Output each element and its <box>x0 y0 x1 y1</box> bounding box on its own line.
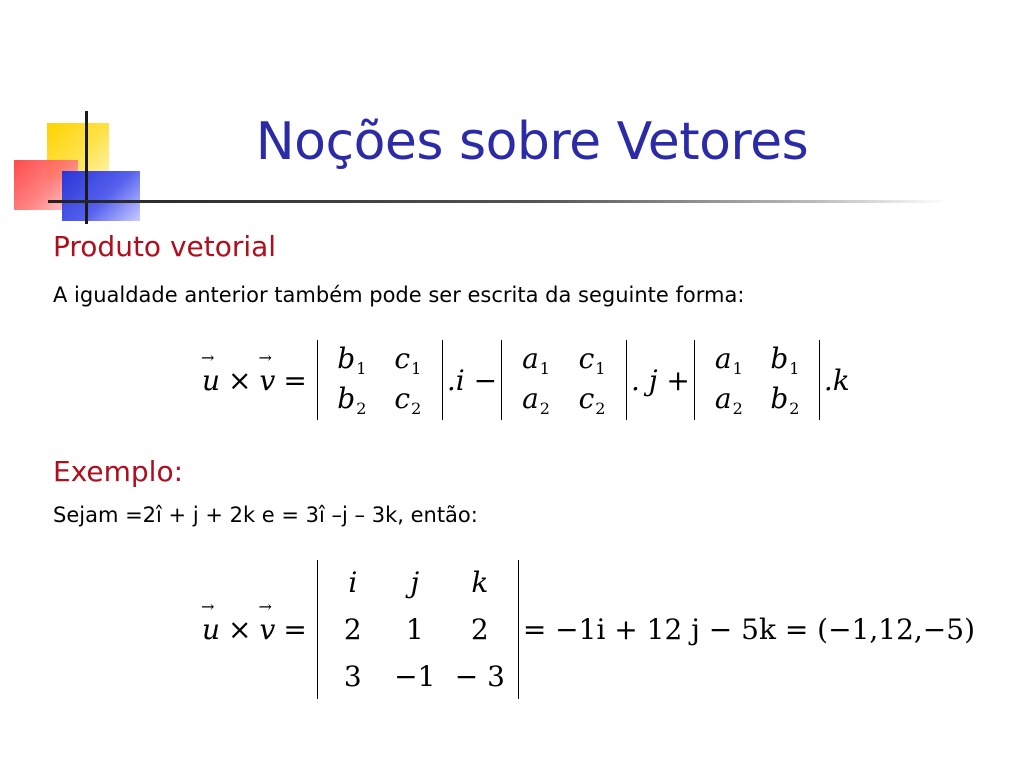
times-symbol: × <box>228 363 252 397</box>
matrix-cell-2-1: −1 <box>394 660 436 693</box>
determinant-i <box>317 340 443 420</box>
times-symbol: × <box>228 613 252 646</box>
det_i-cell-0-0: $b_1$ <box>337 342 367 378</box>
matrix-cell-0-2: k <box>471 566 489 599</box>
det_k-cell-0-0: $a_1$ <box>714 342 743 378</box>
matrix-cell-1-1: 1 <box>405 613 424 646</box>
det_i-cell-1-0: $b_2$ <box>337 382 367 418</box>
det_j-cell-1-0: $a_2$ <box>522 382 550 418</box>
formula1-lhs <box>200 347 313 397</box>
slide-title: Noções sobre Vetores <box>255 112 809 172</box>
det_k-cell-0-1: $b_1$ <box>770 342 800 378</box>
det_j-cell-1-1: $c_2$ <box>578 382 606 418</box>
term-i: .i − <box>446 363 498 397</box>
term-k: .k <box>823 363 850 397</box>
cross-product-formula <box>200 340 850 420</box>
vector-v: → v <box>258 347 276 397</box>
example-result: = −1i + 12 j − 5k = (−1,12,−5) <box>522 613 976 646</box>
matrix-cell-0-0: i <box>348 566 358 599</box>
equals-symbol: = <box>283 363 307 397</box>
determinant-j <box>501 340 627 420</box>
formula2-lhs <box>200 597 313 646</box>
example-heading: Exemplo: <box>53 455 184 488</box>
det_k-cell-1-1: $b_2$ <box>770 382 800 418</box>
example-formula <box>200 560 975 699</box>
det_k-cell-1-0: $a_2$ <box>714 382 743 418</box>
logo-blue-square <box>62 171 140 221</box>
det_i-cell-0-1: $c_1$ <box>394 342 422 378</box>
det_i-cell-1-1: $c_2$ <box>394 382 422 418</box>
matrix-cell-1-0: 2 <box>343 613 362 646</box>
vector-v: → v <box>258 597 276 646</box>
determinant-k <box>694 340 820 420</box>
term-j: . j + <box>631 363 690 397</box>
vector-u: → u <box>201 597 221 646</box>
matrix-cell-0-1: j <box>410 566 420 599</box>
det_j-cell-0-0: $a_1$ <box>522 342 550 378</box>
det_j-cell-0-1: $c_1$ <box>578 342 606 378</box>
intro-text: A igualdade anterior também pode ser escrita da seguinte forma: <box>53 283 745 307</box>
section-heading: Produto vetorial <box>53 230 277 263</box>
equals-symbol: = <box>283 613 307 646</box>
title-underline <box>48 200 948 203</box>
determinant-3x3 <box>317 560 519 699</box>
matrix-cell-2-2: − 3 <box>454 660 505 693</box>
matrix-cell-2-0: 3 <box>343 660 362 693</box>
example-text: Sejam =2î + j + 2k e = 3î –j – 3k, então: <box>53 503 478 527</box>
vector-u: → u <box>201 347 221 397</box>
matrix-cell-1-2: 2 <box>470 613 489 646</box>
